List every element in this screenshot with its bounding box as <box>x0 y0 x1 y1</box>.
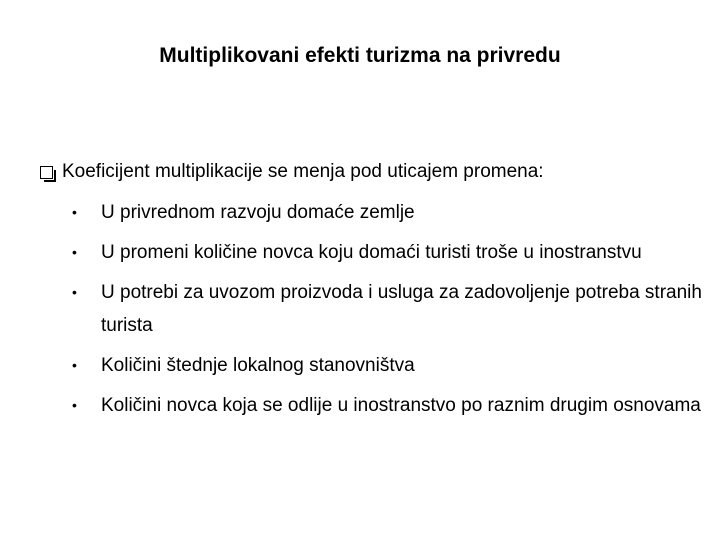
bullet-icon: • <box>72 397 77 413</box>
list-spacer <box>72 382 702 389</box>
list-spacer <box>72 229 702 236</box>
sub-point-item <box>72 236 702 269</box>
sub-point-list <box>72 196 702 422</box>
checkbox-bullet-icon <box>40 166 53 179</box>
list-spacer <box>72 342 702 349</box>
main-point <box>40 159 700 185</box>
bullet-icon: • <box>72 357 77 373</box>
sub-point-item <box>72 196 702 229</box>
list-spacer <box>72 269 702 276</box>
bullet-icon: • <box>72 204 77 220</box>
bullet-icon: • <box>72 244 77 260</box>
sub-point-item <box>72 349 702 382</box>
sub-point-item <box>72 276 702 342</box>
bullet-icon: • <box>72 284 77 300</box>
main-point-text: Koeficijent multiplikacije se menja pod uticajem promena: <box>62 161 544 182</box>
sub-point-text: Količini štednje lokalnog stanovništva <box>101 355 415 376</box>
sub-point-text: U privrednom razvoju domaće zemlje <box>101 202 415 223</box>
sub-point-text: U promeni količine novca koju domaći turisti troše u inostranstvu <box>101 242 642 263</box>
sub-point-text: U potrebi za uvozom proizvoda i usluga za zadovoljenje potreba stranih turista <box>101 282 702 336</box>
slide-title: Multiplikovani efekti turizma na privredu <box>159 44 561 67</box>
sub-point-text: Količini novca koja se odlije u inostranstvo po raznim drugim osnovama <box>101 395 701 416</box>
sub-point-item <box>72 389 702 422</box>
